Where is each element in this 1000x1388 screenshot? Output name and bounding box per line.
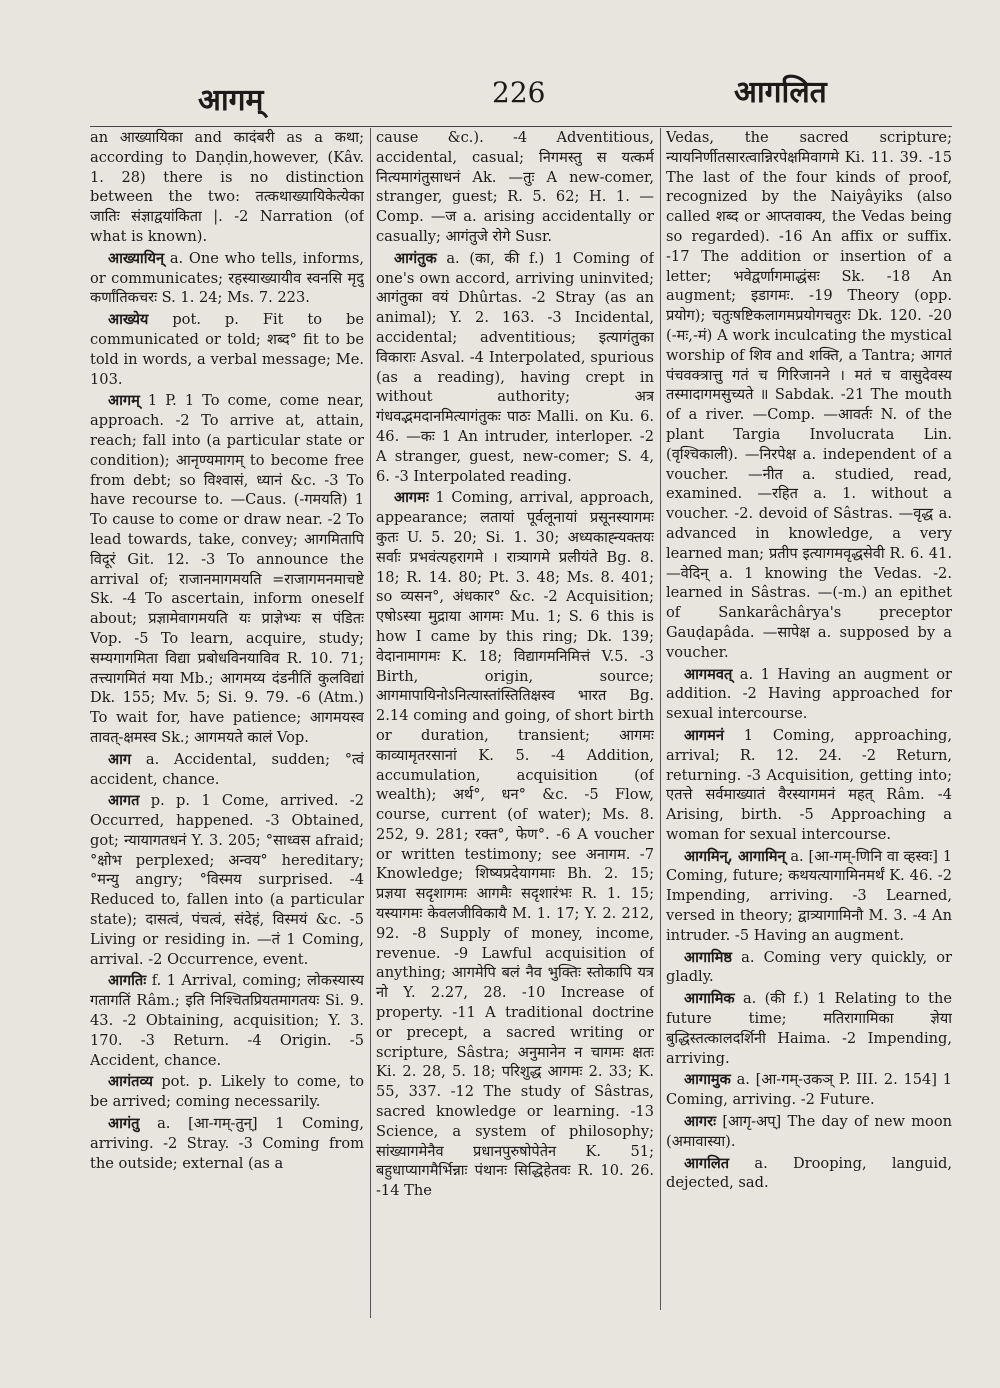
dictionary-entry [376, 128, 654, 247]
left-running-head: आगम् [198, 83, 264, 118]
right-running-head: आगलित [734, 75, 827, 110]
entry-definition: a. [आ-गम्-तुन्] 1 Coming, arriving. -2 Stray. -3 Coming from the outside; external (as a [90, 1115, 364, 1172]
dictionary-entry [666, 665, 952, 724]
header-rule [90, 126, 952, 127]
entry-definition: a. Drooping, languid, dejected, sad. [666, 1154, 952, 1192]
dictionary-entry [666, 847, 952, 946]
entry-definition: a. Accidental, sudden; °त्वं accident, chance. [90, 750, 364, 788]
entry-definition: Vedas, the sacred scripture; न्यायनिर्णीतसारत्वान्निरपेक्षमिवागमे Ki. 11. 39. -15 The last of the four kinds of proof, recognized by the Naiyâyiks (also called शब्द or आप्तवाक्य, the Vedas being so regarded). -16 An affix or suffix. -17 The addition or insertion of a letter; भवेद्वर्णागमाद्धंसः Sk. -18 An augment; इडागमः. -19 Theory (opp. प्रयोग); चतुःषष्टिकलागमप्रयोगचतुरः Dk. 120. -20 (-मः,-मं) A work inculcating the mystical worship of शिव and शक्ति, a Tantra; आगतं पंचवक्त्रात्तु गतं च गिरिजानने । मतं च वासुदेवस्य तस्मादागमसुच्यते ॥ Sabdak. -21 The mouth of a river. —Comp. —आवर्तः N. of the plant Targia Involucrata Lin. (वृश्चिकाली). —निरपेक्ष a. independent of a voucher. —नीत a. studied, read, examined. —रहित a. 1. without a voucher. -2. devoid of Sâstras. —वृद्ध a. advanced in knowledge, a very learned man; प्रतीप इत्यागमवृद्धसेवी R. 6. 41. —वेदिन् a. 1 knowing the Vedas. -2. learned in Sâstras. —(-m.) an epithet of Sankarâchârya's preceptor Gauḍapâda. —सापेक्ष a. supposed by a voucher. [666, 129, 952, 661]
column-2 [376, 128, 654, 1316]
dictionary-entry [666, 726, 952, 845]
dictionary-entry [376, 488, 654, 1201]
entry-definition: 1 Coming, arrival, approach, appearance; लतायां पूर्वलूनायां प्रसूनस्यागमः कुतः U. 5. 20; Si. 1. 30; अध्यकाह्न्यक्तयः सर्वाः प्रभवंत्यहरागमे । रात्र्यागमे प्रलीयंते Bg. 8. 18; R. 14. 80; Pt. 3. 48; Ms. 8. 401; so व्यसन°, अंधकार° &c. -2 Acquisition; एषोऽस्या मुद्राया आगमः Mu. 1; S. 6 this is how I came by this ring; Dk. 139; वेदानामागमः K. 18; विद्यागमनिमित्तं V.5. -3 Birth, origin, source; आगमापायिनोऽनित्यास्तांस्तितिक्षस्व भारत Bg. 2.14 coming and going, of short birth or duration, transient; आगमः काव्यामृतरसानां K. 5. -4 Addition, accumulation, acquisition (of wealth); अर्थ°, धन° &c. -5 Flow, course, current (of water); Ms. 8. 252, 9. 281; रक्त°, फेण°. -6 A voucher or written testimony; see अनागम. -7 Knowledge; शिष्यप्रदेयागमाः Bh. 2. 15; प्रज्ञया सदृशागमः आगमैः सदृशारंभः R. 1. 15; यस्यागमः केवलजीविकायै M. 1. 17; Y. 2. 212, 92. -8 Supply of money, income, revenue. -9 Lawful acquisition of anything; आगमेपि बलं नैव भुक्तिः स्तोकापि यत्र नो Y. 2.27, 28. -10 Increase of property. -11 A traditional doctrine or precept, a sacred writing or scripture, Sâstra; अनुमानेन न चागमः क्षतः Ki. 2. 28, 5. 18; परिशुद्ध आगमः 2. 33; K. 55, 337. -12 The study of Sâstras, sacred knowledge or learning. -13 Science, a system of philosophy; सांख्यागमेनैव प्रधानपुरुषोपेतेन K. 51; बहुधाप्यागमैर्भिन्नाः पंथानः सिद्धिहेतवः R. 10. 26. -14 The [376, 489, 654, 1200]
entry-definition: cause &c.). -4 Adventitious, accidental, casual; निगमस्तु स यत्कर्म नित्यमागंतुसाधनं Ak. —तुः A new-comer, stranger, guest; R. 5. 62; H. 1. —Comp. —ज a. arising accidentally or casually; आगंतुजे रोगे Susr. [376, 129, 654, 245]
entry-headword: आगमः [394, 489, 429, 507]
entry-headword: आग [108, 750, 132, 768]
page-number: 226 [492, 76, 546, 109]
entry-headword: आगामिष्ठ [684, 948, 733, 966]
page-header [86, 70, 960, 120]
column-1 [90, 128, 364, 1316]
entry-headword: आगमनं [684, 726, 724, 744]
dictionary-entry [90, 971, 364, 1070]
entry-headword: आगमिन्, आगामिन् [684, 847, 786, 865]
dictionary-entry [666, 128, 952, 663]
entry-headword: आगमवत् [684, 665, 733, 683]
column-divider [660, 128, 661, 1310]
dictionary-entry [666, 948, 952, 988]
dictionary-entry [666, 989, 952, 1068]
dictionary-entry [90, 249, 364, 308]
entry-definition: a. One who tells, informs, or communicates; रहस्याख्यायीव स्वनसि मृदु कर्णांतिकचरः S. 1. 24; Ms. 7. 223. [90, 249, 364, 307]
entry-definition: pot. p. Likely to come, to be arrived; coming necessarily. [90, 1073, 364, 1111]
dictionary-entry [90, 1072, 364, 1112]
column-divider [370, 128, 371, 1318]
dictionary-entry [90, 750, 364, 790]
entry-headword: आगंतु [108, 1115, 140, 1133]
entry-headword: आख्येय [108, 311, 149, 329]
entry-headword: आगत [108, 792, 140, 810]
entry-definition: a. (की f.) 1 Relating to the future time; मतिरागामिका ज्ञेया बुद्धिस्तत्कालदर्शिनी Haima. -2 Impending, arriving. [666, 990, 952, 1067]
dictionary-entry [90, 1114, 364, 1173]
dictionary-entry [90, 791, 364, 969]
entry-definition: a. Coming very quickly, or gladly. [666, 948, 952, 986]
dictionary-entry [90, 128, 364, 247]
entry-headword: आगंतव्य [108, 1073, 153, 1091]
entry-definition: pot. p. Fit to be communicated or told; शब्द° fit to be told in words, a verbal message; Me. 103. [90, 311, 364, 388]
entry-definition: a. 1 Having an augment or addition. -2 Having approached for sexual intercourse. [666, 665, 952, 723]
dictionary-entry [90, 310, 364, 389]
entry-headword: आगतिः [108, 972, 147, 990]
entry-headword: आगंतुक [394, 249, 437, 267]
entry-definition: [आगृ-अप्] The day of new moon (अमावास्या). [666, 1113, 952, 1150]
entry-definition: p. p. 1 Come, arrived. -2 Occurred, happened. -3 Obtained, got; न्यायागतधनं Y. 3. 205; °साध्वस afraid; °क्षोभ perplexed; अन्वय° hereditary; °मन्यु angry; °विस्मय surprised. -4 Reduced to, fallen into (a particular state); दासत्वं, पंचत्वं, संदेहं, विस्मयं &c. -5 Living or residing in. —तं 1 Coming, arrival. -2 Occurrence, event. [90, 792, 364, 968]
dictionary-entry [90, 391, 364, 747]
dictionary-entry [666, 1112, 952, 1152]
entry-definition: a. [आ-गम्-उकञ् P. III. 2. 154] 1 Coming, arriving. -2 Future. [666, 1071, 952, 1109]
entry-definition: a. [आ-गम्-णिनि वा व्हस्वः] 1 Coming, future; कथयत्यागामिनमर्थं K. 46. -2 Impending, arriving. -3 Learned, versed in theory; द्वात्र्यागामिनौ M. 3. -4 An intruder. -5 Having an augment. [666, 847, 952, 944]
entry-definition: an आख्यायिका and कादंबरी as a कथा; according to Daṇḍin,however, (Kâv. 1. 28) there is no distinction between the two: तत्कथाख्यायिकेत्येका जातिः संज्ञाद्वयांकिता |. -2 Narration (of what is known). [90, 129, 364, 245]
dictionary-entry [666, 1154, 952, 1194]
entry-headword: आगामुक [684, 1071, 731, 1089]
dictionary-entry [666, 1070, 952, 1110]
entry-headword: आगामिक [684, 990, 735, 1008]
entry-definition: 1 P. 1 To come, come near, approach. -2 To arrive at, attain, reach; fall into (a particular state or condition); आनृण्यमागम् to become free from debt; so विश्वासं, ध्यानं &c. -3 To have recourse to. —Caus. (-गमयति) 1 To cause to come or draw near. -2 To lead towards, take, convey; आगमितापि विदूरं Git. 12. -3 To announce the arrival of; राजानमागमयति =राजागमनमाचष्टे Sk. -4 To ascertain, inform oneself about; प्रज्ञामेवागमयति यः प्राज्ञेभ्यः स पंडितः Vop. -5 To learn, acquire, study; सम्यगागमिता विद्या प्रबोधविनयाविव R. 10. 71; तत्त्यागमितं मया Mb.; आगमय्य दंडनीतिं कुलविद्यां Dk. 155; Mv. 5; Si. 9. 79. -6 (Atm.) To wait for, have patience; आगमयस्व तावत्-क्षमस्व Sk.; आगमयते कालं Vop. [90, 392, 364, 746]
entry-definition: a. (का, की f.) 1 Coming of one's own accord, arriving uninvited; आगंतुका वयं Dhûrtas. -2 Stray (as an animal); Y. 2. 163. -3 Incidental, accidental; adventitious; इत्यागंतुका विकाराः Asval. -4 Interpolated, spurious (as a reading), having crept in without authority; अत्र गंधवद्भमदानमित्यागंतुकः पाठः Malli. on Ku. 6. 46. —कः 1 An intruder, interloper. -2 A stranger, guest, new-comer; S. 4, 6. -3 Interpolated reading. [376, 249, 654, 485]
entry-definition: 1 Coming, approaching, arrival; R. 12. 24. -2 Return, returning. -3 Acquisition, getting into; एतत्ते सर्वमाख्यातं वैरस्यागमनं महत् Râm. -4 Arising, birth. -5 Approaching a woman for sexual intercourse. [666, 726, 952, 843]
column-3 [666, 128, 952, 1308]
entry-headword: आगम् [108, 392, 140, 410]
entry-definition: f. 1 Arrival, coming; लोकस्यास्य गतागतिं Râm.; इति निश्चितप्रियतमागतयः Si. 9. 43. -2 Obtaining, acquisition; Y. 3. 170. -3 Return. -4 Origin. -5 Accident, chance. [90, 972, 364, 1069]
entry-headword: आगरः [684, 1113, 717, 1131]
entry-headword: आगलित [684, 1154, 730, 1172]
dictionary-entry [376, 249, 654, 487]
entry-headword: आख्यायिन् [108, 249, 165, 267]
